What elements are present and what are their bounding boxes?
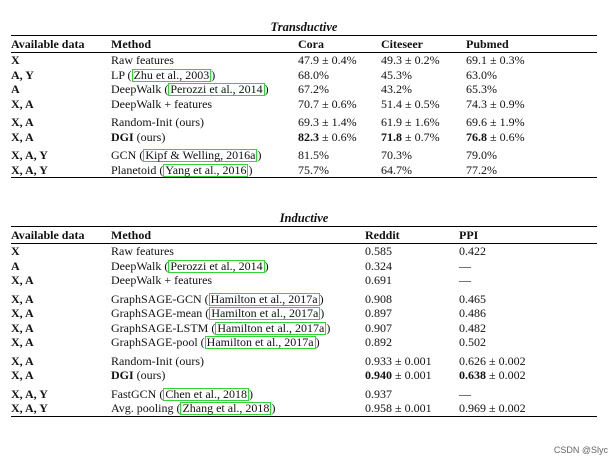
ppi-value: 0.969 ± 0.002 [459, 401, 526, 415]
ppi-value: 0.626 ± 0.002 [459, 353, 526, 368]
cora-cell [298, 53, 357, 68]
pubmed-value: 77.2% [466, 162, 497, 177]
transductive-body [11, 53, 597, 177]
available-data-cell: A, Y [11, 67, 34, 82]
reddit-value: ± 0.001 [392, 368, 432, 382]
method-cell [111, 354, 204, 369]
citation-close: ) [249, 386, 253, 401]
cora-cell [298, 130, 357, 145]
citation-close: ) [326, 320, 331, 335]
method-text: (ours) [133, 368, 166, 382]
method-text: LP ( [111, 67, 132, 82]
citeseer-cell [381, 115, 440, 130]
reddit-cell [365, 354, 432, 369]
available-data-cell: A [11, 258, 20, 273]
citation-link[interactable]: Yang et al., 2016 [165, 162, 247, 177]
citeseer-value: 64.7% [381, 162, 412, 177]
citeseer-cell [381, 130, 440, 145]
citeseer-cell [381, 163, 412, 178]
table-row [11, 97, 597, 112]
citeseer-cell [381, 148, 412, 163]
table-row [11, 130, 597, 145]
cora-value: 69.3 ± 1.4% [298, 115, 357, 129]
cora-cell [298, 82, 329, 97]
ppi-cell [459, 401, 526, 416]
citation-close: ) [315, 335, 320, 349]
citation-link[interactable]: Perozzi et al., 2014 [170, 258, 263, 273]
citeseer-value: 61.9 ± 1.6% [381, 115, 440, 129]
ppi-cell [459, 244, 486, 259]
pubmed-value: 79.0% [466, 148, 497, 162]
method-cell [111, 335, 320, 350]
reddit-value-bold: 0.940 [365, 368, 392, 382]
available-data-cell: X, A, Y [11, 162, 48, 177]
inductive-table [11, 210, 597, 417]
method-cell [111, 387, 253, 402]
ppi-value: 0.422 [459, 244, 486, 258]
ppi-value: ± 0.002 [486, 368, 526, 382]
available-data-cell: X, A [11, 353, 34, 368]
pubmed-cell [466, 82, 497, 97]
pubmed-value: 63.0% [466, 67, 497, 82]
method-text: DeepWalk ( [111, 258, 169, 273]
ppi-value: — [459, 258, 471, 273]
cora-cell [298, 68, 329, 83]
citeseer-value: ± 0.7% [402, 129, 440, 144]
header-reddit: Reddit [365, 228, 400, 242]
reddit-value: 0.937 [365, 386, 392, 401]
citation-link[interactable]: Chen et al., 2018 [165, 386, 247, 401]
citeseer-cell [381, 82, 412, 97]
method-name-bold: DGI [111, 129, 134, 144]
ppi-value: — [459, 386, 471, 401]
citeseer-value: 70.3% [381, 148, 412, 162]
ppi-value: 0.465 [459, 291, 486, 306]
ppi-cell [459, 335, 486, 350]
available-data-cell: X [11, 244, 20, 258]
pubmed-value: 69.1 ± 0.3% [466, 53, 525, 67]
method-cell [111, 148, 261, 163]
ppi-cell [459, 387, 471, 402]
cora-value: 47.9 ± 0.4% [298, 53, 357, 67]
reddit-cell [365, 387, 392, 402]
reddit-value: 0.933 ± 0.001 [365, 353, 432, 368]
citation-close: ) [264, 258, 269, 273]
reddit-cell [365, 292, 392, 307]
method-cell [111, 244, 174, 259]
reddit-cell [365, 259, 392, 274]
method-name-bold: DGI [111, 368, 134, 382]
citation-close: ) [319, 291, 324, 306]
cora-cell [298, 115, 357, 130]
pubmed-value: 65.3% [466, 82, 497, 96]
method-text: Raw features [111, 244, 174, 258]
cora-value-bold: 82.3 [298, 129, 319, 144]
pubmed-value: 69.6 ± 1.9% [466, 115, 525, 129]
reddit-value: 0.897 [365, 306, 392, 320]
method-text: DeepWalk + features [111, 273, 213, 287]
method-cell [111, 130, 165, 145]
method-text: GraphSAGE-mean ( [111, 306, 210, 320]
reddit-value: 0.958 ± 0.001 [365, 401, 432, 415]
method-text: (ours) [133, 129, 166, 144]
header-available-data: Available data [11, 37, 85, 51]
table-row [11, 368, 597, 383]
available-data-cell: X, A, Y [11, 401, 48, 415]
method-text: DeepWalk + features [111, 96, 213, 111]
pubmed-cell [466, 68, 497, 83]
pubmed-cell [466, 130, 525, 145]
available-data-cell: X, A, Y [11, 386, 48, 401]
citation-link[interactable]: Hamilton et al., 2017a [211, 306, 319, 320]
header-method: Method [111, 228, 151, 242]
header-row [11, 227, 597, 243]
citation-link[interactable]: Zhu et al., 2003 [133, 67, 210, 82]
citation-link[interactable]: Hamilton et al., 2017a [217, 320, 325, 335]
citation-link[interactable]: Hamilton et al., 2017a [210, 291, 318, 306]
reddit-cell [365, 273, 392, 288]
available-data-cell: X, A [11, 115, 34, 129]
bottom-rule [11, 177, 597, 178]
cora-value: ± 0.6% [319, 129, 357, 144]
table-row [11, 259, 597, 274]
method-text: GraphSAGE-LSTM ( [111, 320, 216, 335]
citeseer-value: 51.4 ± 0.5% [381, 96, 440, 111]
ppi-cell [459, 354, 526, 369]
header-available-data: Available data [11, 228, 85, 242]
method-text: Planetoid ( [111, 162, 164, 177]
ppi-value: — [459, 273, 471, 287]
cora-cell [298, 97, 357, 112]
available-data-cell: A [11, 82, 20, 96]
pubmed-cell [466, 53, 525, 68]
available-data-cell: X, A [11, 306, 34, 320]
table-row [11, 115, 597, 130]
header-cora: Cora [298, 37, 324, 51]
method-cell [111, 368, 165, 383]
cora-cell [298, 148, 329, 163]
citation-close: ) [257, 148, 262, 162]
reddit-cell [365, 321, 392, 336]
inductive-body [11, 244, 597, 416]
cora-value: 68.0% [298, 67, 329, 82]
citeseer-cell [381, 68, 412, 83]
ppi-cell [459, 321, 486, 336]
method-cell [111, 163, 252, 178]
citeseer-value-bold: 71.8 [381, 129, 402, 144]
pubmed-cell [466, 163, 497, 178]
table-row [11, 68, 597, 83]
available-data-cell: X, A [11, 291, 34, 306]
citeseer-value: 45.3% [381, 67, 412, 82]
ppi-value: 0.482 [459, 320, 486, 335]
ppi-cell [459, 292, 486, 307]
available-data-cell: X [11, 53, 20, 67]
table-row [11, 53, 597, 68]
citeseer-cell [381, 53, 440, 68]
header-method: Method [111, 37, 151, 51]
reddit-value: 0.691 [365, 273, 392, 287]
reddit-cell [365, 306, 392, 321]
header-row [11, 36, 597, 52]
ppi-cell [459, 368, 526, 383]
method-text: Raw features [111, 53, 174, 67]
reddit-value: 0.907 [365, 320, 392, 335]
citeseer-value: 49.3 ± 0.2% [381, 53, 440, 67]
method-cell [111, 82, 269, 97]
citation-close: ) [211, 67, 216, 82]
table-row [11, 354, 597, 369]
method-cell [111, 306, 324, 321]
citation-close: ) [264, 82, 269, 96]
reddit-value: 0.892 [365, 335, 392, 349]
citation-link[interactable]: Zhang et al., 2018 [182, 401, 270, 415]
cora-value: 81.5% [298, 148, 329, 162]
method-cell [111, 68, 215, 83]
header-pubmed: Pubmed [466, 37, 509, 51]
ppi-value-bold: 0.638 [459, 368, 486, 382]
citation-link[interactable]: Perozzi et al., 2014 [170, 82, 263, 96]
ppi-cell [459, 259, 471, 274]
reddit-value: 0.585 [365, 244, 392, 258]
reddit-cell [365, 401, 432, 416]
cora-value: 75.7% [298, 162, 329, 177]
available-data-cell: X, A [11, 129, 34, 144]
table-row [11, 335, 597, 350]
cora-value: 70.7 ± 0.6% [298, 96, 357, 111]
method-cell [111, 273, 212, 288]
table-row [11, 163, 597, 178]
bottom-rule [11, 416, 597, 417]
available-data-cell: X, A [11, 273, 34, 287]
method-cell [111, 97, 212, 112]
method-text: Random-Init (ours) [111, 115, 204, 129]
ppi-cell [459, 273, 471, 288]
reddit-cell [365, 368, 432, 383]
table-row [11, 244, 597, 259]
header-citeseer: Citeseer [381, 37, 423, 51]
available-data-cell: X, A [11, 320, 34, 335]
pubmed-value: ± 0.6% [487, 129, 525, 144]
table-row [11, 292, 597, 307]
citation-link[interactable]: Hamilton et al., 2017a [206, 335, 314, 349]
table-row [11, 273, 597, 288]
table-row [11, 401, 597, 416]
ppi-value: 0.486 [459, 306, 486, 320]
pubmed-cell [466, 148, 497, 163]
pubmed-cell [466, 115, 525, 130]
method-cell [111, 259, 269, 274]
method-text: DeepWalk ( [111, 82, 169, 96]
table-row [11, 387, 597, 402]
ppi-cell [459, 306, 486, 321]
available-data-cell: X, A [11, 368, 34, 382]
citation-close: ) [320, 306, 325, 320]
method-cell [111, 115, 204, 130]
method-text: GraphSAGE-GCN ( [111, 291, 209, 306]
header-ppi: PPI [459, 228, 479, 242]
inductive-title: Inductive [279, 211, 329, 225]
table-row [11, 306, 597, 321]
available-data-cell: X, A [11, 96, 34, 111]
table-row [11, 82, 597, 97]
method-cell [111, 401, 275, 416]
watermark: CSDN @Slyc [553, 445, 608, 455]
reddit-cell [365, 335, 392, 350]
method-cell [111, 53, 174, 68]
reddit-value: 0.324 [365, 258, 392, 273]
pubmed-cell [466, 97, 525, 112]
method-text: FastGCN ( [111, 386, 164, 401]
citation-close: ) [248, 162, 253, 177]
pubmed-value-bold: 76.8 [466, 129, 487, 144]
method-text: GraphSAGE-pool ( [111, 335, 205, 349]
method-text: GCN ( [111, 148, 144, 162]
transductive-title: Transductive [270, 20, 338, 34]
transductive-table [11, 19, 597, 178]
method-cell [111, 292, 324, 307]
cora-value: 67.2% [298, 82, 329, 96]
ppi-value: 0.502 [459, 335, 486, 349]
method-cell [111, 321, 330, 336]
reddit-cell [365, 244, 392, 259]
available-data-cell: X, A, Y [11, 148, 48, 162]
table-row [11, 321, 597, 336]
available-data-cell: X, A [11, 335, 34, 349]
citeseer-cell [381, 97, 440, 112]
table-row [11, 148, 597, 163]
citation-close: ) [271, 401, 276, 415]
citation-link[interactable]: Kipf & Welling, 2016a [145, 148, 256, 162]
pubmed-value: 74.3 ± 0.9% [466, 96, 525, 111]
citeseer-value: 43.2% [381, 82, 412, 96]
method-text: Random-Init (ours) [111, 353, 204, 368]
cora-cell [298, 163, 329, 178]
reddit-value: 0.908 [365, 291, 392, 306]
method-text: Avg. pooling ( [111, 401, 181, 415]
